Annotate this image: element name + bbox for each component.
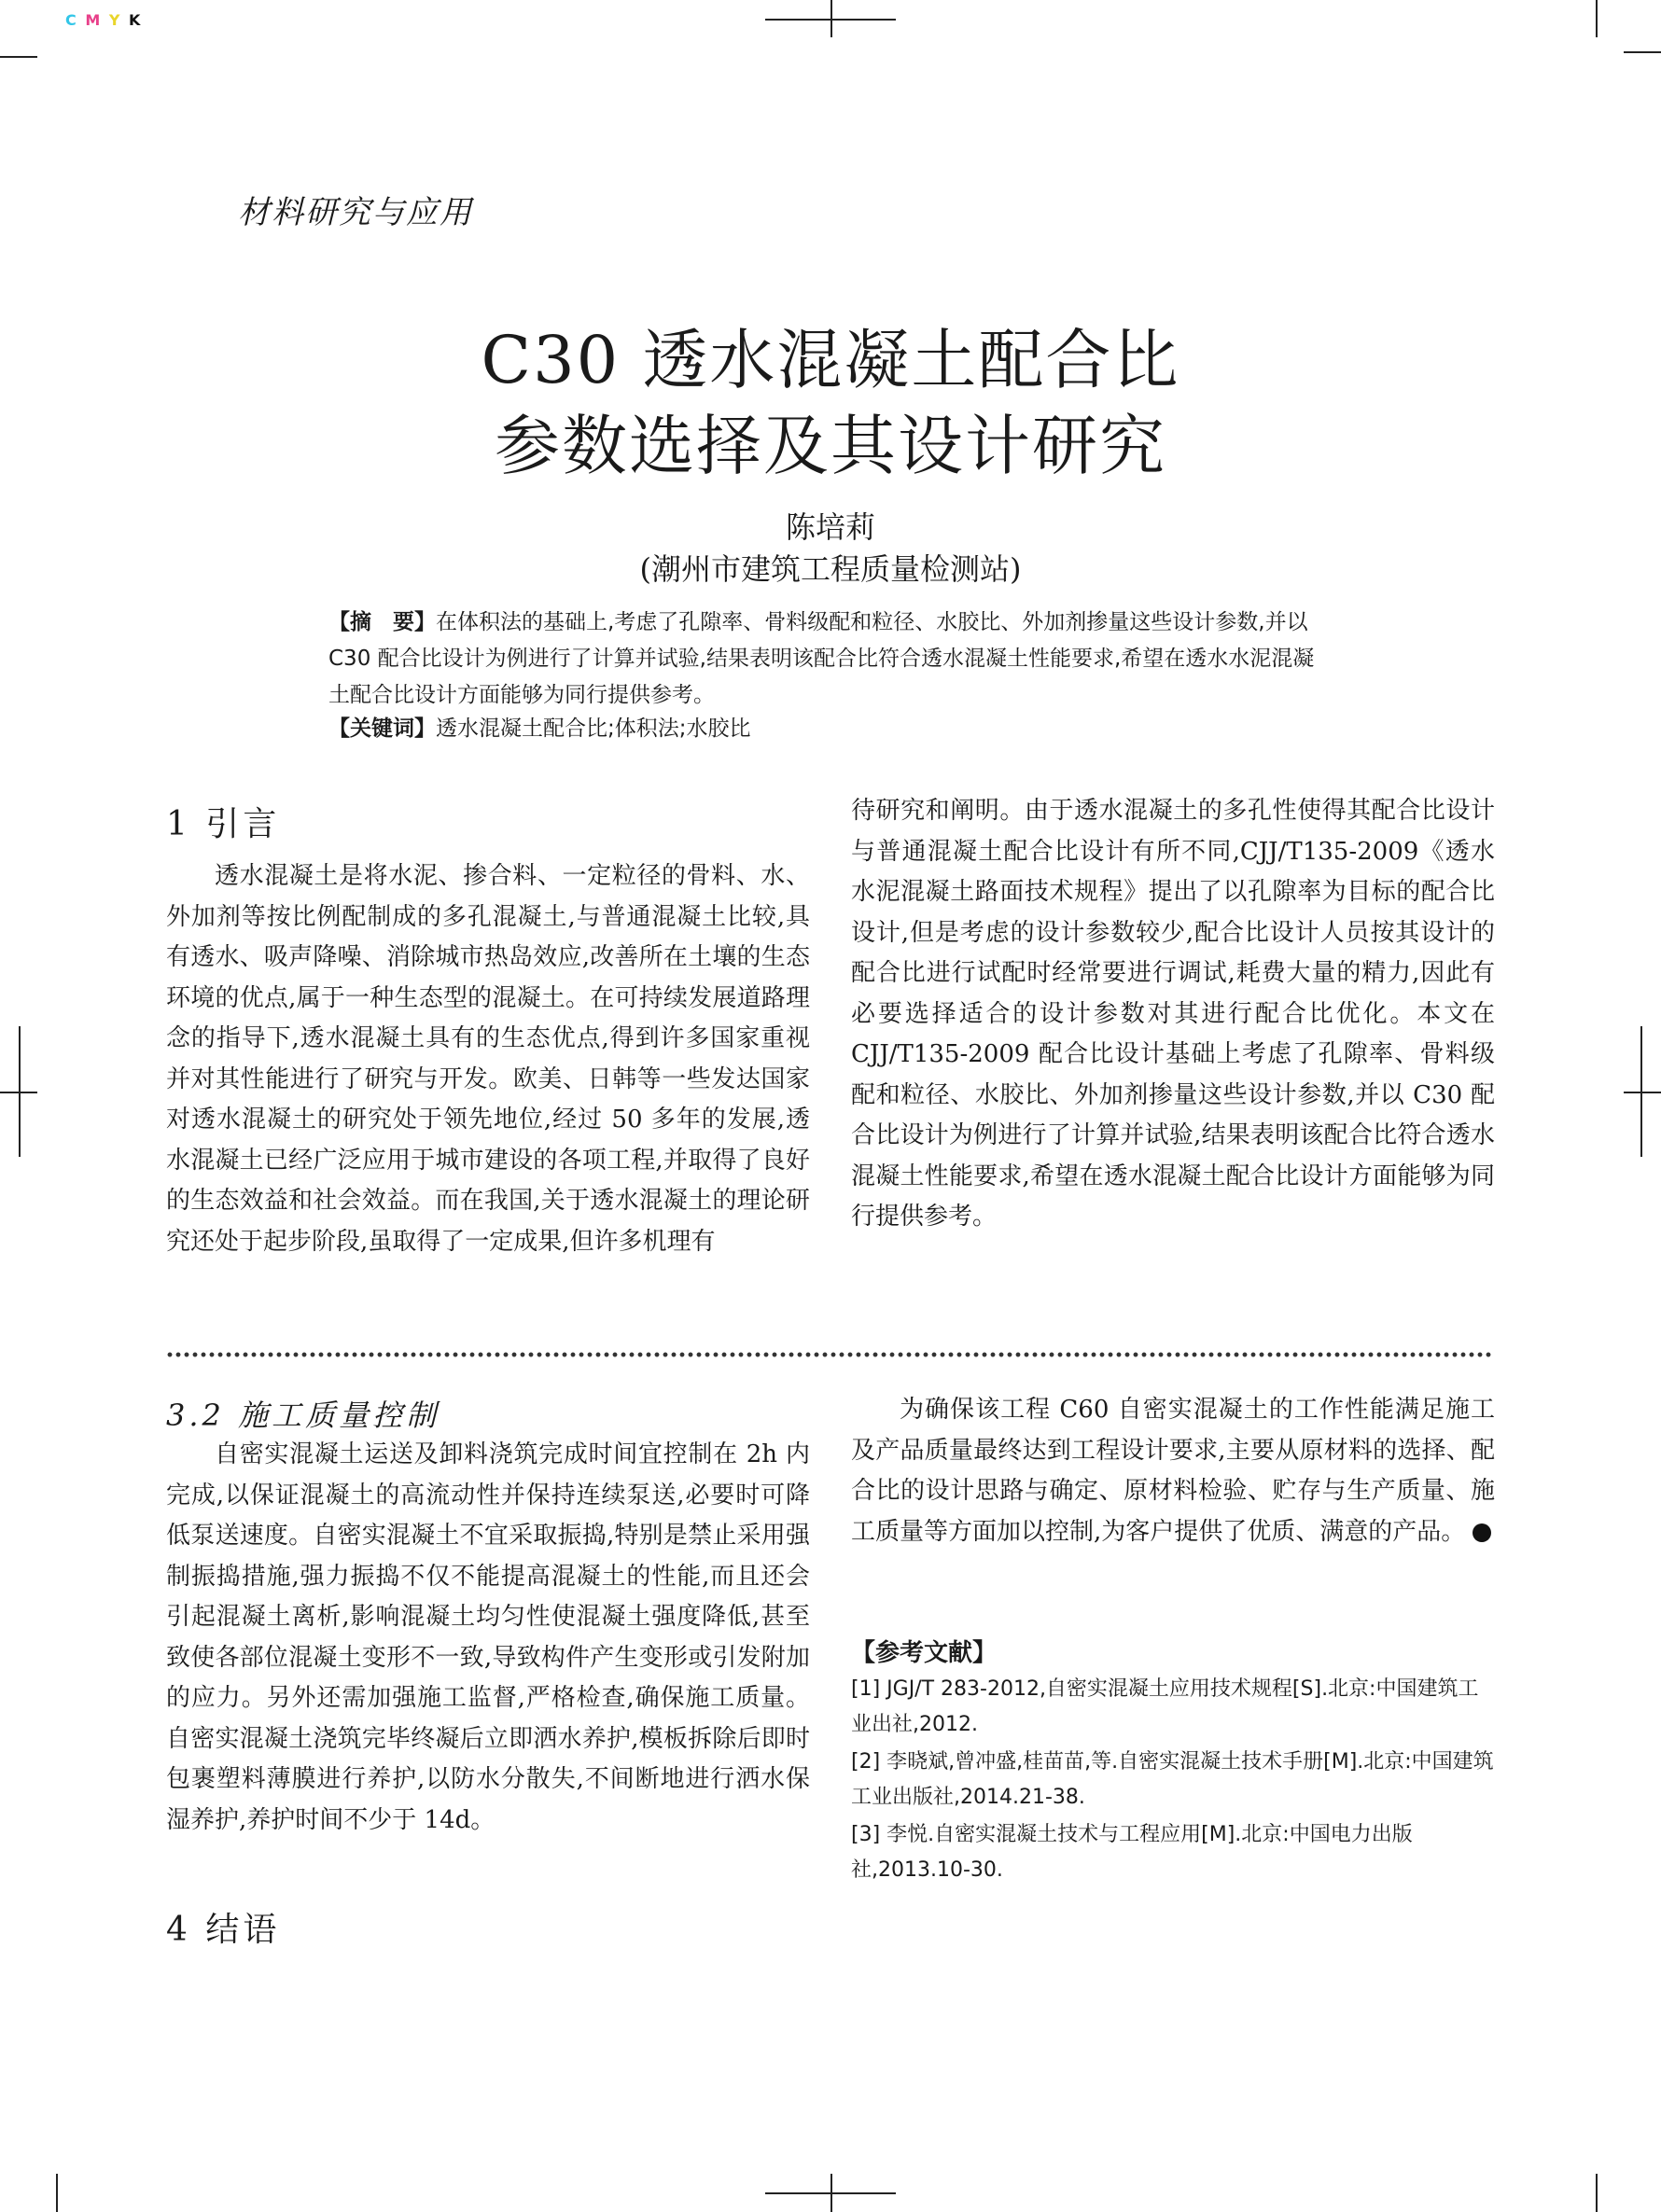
crop-mark [56, 2174, 58, 2212]
intro-left-column [166, 856, 810, 1262]
intro-heading: 1 引言 [166, 805, 281, 843]
crop-mark [1624, 1092, 1661, 1093]
cmyk-m: M [85, 11, 103, 29]
keywords-text: 透水混凝土配合比;体积法;水胶比 [436, 716, 751, 741]
end-mark-icon [1473, 1523, 1491, 1542]
crop-mark [765, 19, 896, 21]
affiliation: (潮州市建筑工程质量检测站) [639, 551, 1022, 587]
cmyk-k: K [129, 11, 143, 29]
keywords [328, 711, 1332, 742]
author: 陈培莉 [785, 509, 875, 545]
intro-right-paragraph: 待研究和阐明。由于透水混凝土的多孔性使得其配合比设计与普通混凝土配合比设计有所不同,CJJ/T135-2009《透水水泥混凝土路面技术规程》提出了以孔隙率为目标的配合比设计,但是考虑的设计参数较少,配合比设计人员按其设计的配合比进行试配时经常要进行调试,耗费大量的精力,因此有必要选择适合的设计参数对其进行配合比优化。本文在 CJJ/T135-2009 配合比设计基础上考虑了孔隙率、骨料级配和粒径、水胶比、外加剂掺量这些设计参数,并以 C30 配合比设计为例进行了计算并试验,结果表明该配合比符合透水混凝土性能要求,希望在透水混凝土配合比设计方面能够为同行提供参考。 [851, 797, 1495, 1231]
references-heading: 【参考文献】 [851, 1639, 998, 1667]
title-line-1: C30 透水混凝土配合比 [481, 322, 1180, 398]
conclusion-heading: 4 结语 [166, 1911, 281, 1949]
crop-mark [0, 1092, 37, 1093]
conclusion-text: 为确保该工程 C60 自密实混凝土的工作性能满足施工及产品质量最终达到工程设计要求,主要从原材料的选择、配合比的设计思路与确定、原材料检验、贮存与生产质量、施工质量等方面加以控制,为客户提供了优质、满意的产品。 [851, 1396, 1495, 1546]
references-list [851, 1672, 1495, 1890]
section-32-heading: 3.2 施工质量控制 [166, 1398, 440, 1433]
abstract-label: 【摘 要】 [328, 610, 436, 634]
reference-item: [3] 李悦.自密实混凝土技术与工程应用[M].北京:中国电力出版社,2013.10-30. [851, 1823, 1413, 1882]
keywords-label: 【关键词】 [328, 716, 436, 741]
crop-mark [1624, 51, 1661, 53]
section-32-column [166, 1435, 810, 1841]
crop-mark [765, 2192, 896, 2194]
crop-mark [0, 56, 37, 58]
intro-left-paragraph: 透水混凝土是将水泥、掺合料、一定粒径的骨料、水、外加剂等按比例配制成的多孔混凝土,与普通混凝土比较,具有透水、吸声降噪、消除城市热岛效应,改善所在土壤的生态环境的优点,属于一种生态型的混凝土。在可持续发展道路理念的指导下,透水混凝土具有的生态优点,得到许多国家重视并对其性能进行了研究与开发。欧美、日韩等一些发达国家对透水混凝土的研究处于领先地位,经过 50 多年的发展,透水混凝土已经广泛应用于城市建设的各项工程,并取得了良好的生态效益和社会效益。而在我国,关于透水混凝土的理论研究还处于起步阶段,虽取得了一定成果,但许多机理有 [166, 862, 810, 1256]
crop-mark [1596, 2174, 1598, 2212]
conclusion-column [851, 1390, 1495, 1552]
reference-item: [2] 李晓斌,曾冲盛,桂苗苗,等.自密实混凝土技术手册[M].北京:中国建筑工业出版社,2014.21-38. [851, 1750, 1494, 1809]
cmyk-c: C [65, 11, 78, 29]
cmyk-print-marks [65, 11, 142, 29]
section-tag: 材料研究与应用 [238, 194, 473, 231]
reference-item: [1] JGJ/T 283-2012,自密实混凝土应用技术规程[S].北京:中国建筑工业出社,2012. [851, 1677, 1479, 1736]
article-title [0, 317, 1661, 489]
section-32-paragraph: 自密实混凝土运送及卸料浇筑完成时间宜控制在 2h 内完成,以保证混凝土的高流动性并保持连续泵送,必要时可降低泵送速度。自密实混凝土不宜采取振捣,特别是禁止采用强制振捣措施,强力振捣不仅不能提高混凝土的性能,而且还会引起混凝土离析,影响混凝土均匀性使混凝土强度降低,甚至致使各部位混凝土变形不一致,导致构件产生变形或引发附加的应力。另外还需加强施工监督,严格检查,确保施工质量。自密实混凝土浇筑完毕终凝后立即洒水养护,模板拆除后即时包裹塑料薄膜进行养护,以防水分散失,不间断地进行洒水保湿养护,养护时间不少于 14d。 [166, 1440, 810, 1834]
abstract-text: 在体积法的基础上,考虑了孔隙率、骨料级配和粒径、水胶比、外加剂掺量这些设计参数,并以 C30 配合比设计为例进行了计算并试验,结果表明该配合比符合透水混凝土性能要求,希望在透水水泥混凝土配合比设计方面能够为同行提供参考。 [328, 610, 1315, 707]
crop-mark [1596, 0, 1598, 37]
cmyk-y: Y [108, 11, 122, 29]
intro-right-column [851, 791, 1495, 1238]
conclusion-paragraph [851, 1390, 1495, 1552]
title-line-2: 参数选择及其设计研究 [495, 408, 1166, 484]
section-divider [166, 1351, 1491, 1358]
abstract [328, 605, 1332, 714]
